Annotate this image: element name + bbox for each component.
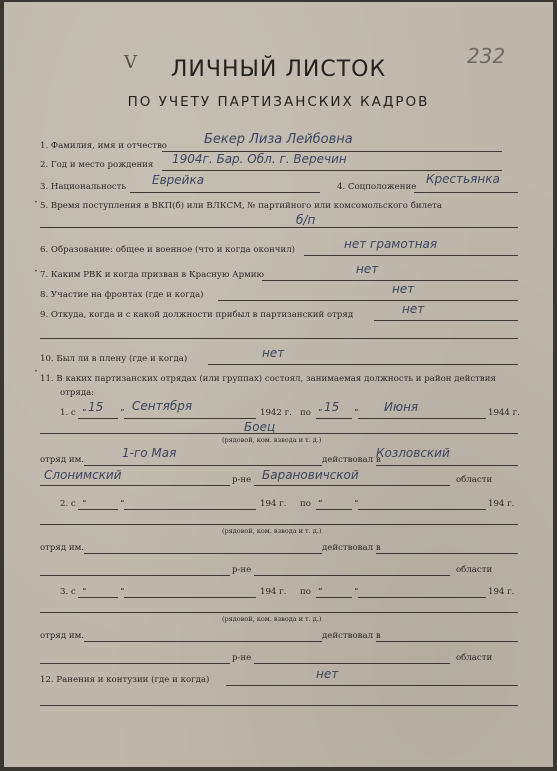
- field-5-line: [40, 227, 518, 228]
- field-3-label: 3. Национальность: [40, 182, 127, 192]
- field-7-value: нет: [356, 262, 379, 276]
- det3-line: [84, 641, 322, 642]
- field-9-line: [374, 320, 518, 321]
- det1-from-day: 15: [88, 400, 104, 414]
- det3-oblast-label: области: [456, 653, 493, 663]
- personnel-form-sheet: [4, 2, 553, 767]
- det1-to-prefix: по: [300, 408, 311, 418]
- field-8-value: нет: [392, 282, 415, 296]
- det3-quote: “: [82, 587, 87, 597]
- field-1-label: 1. Фамилия, имя и отчество: [40, 141, 167, 151]
- det2-line: [376, 553, 518, 554]
- det3-dejstvoval-label: действовал в: [322, 631, 381, 641]
- field-4-line: [414, 192, 518, 193]
- det1-from-month: Сентября: [132, 399, 193, 413]
- det3-line: [316, 597, 352, 598]
- margin-mark: ·: [34, 264, 38, 278]
- field-4-value: Крестьянка: [426, 172, 500, 186]
- det2-quote-2: “: [120, 499, 125, 509]
- form-title: ЛИЧНЫЙ ЛИСТОК: [170, 57, 387, 82]
- det2-line: [358, 509, 486, 510]
- field-6-value: нет грамотная: [344, 237, 438, 251]
- det1-line: [40, 485, 230, 486]
- field-12-label: 12. Ранения и контузии (где и когда): [40, 675, 210, 685]
- det2-quote-3: “: [318, 499, 323, 509]
- det2-rank-caption: (рядовой, ком. взвода и т. д.): [222, 527, 322, 535]
- det2-line: [78, 509, 118, 510]
- field-10-label: 10. Был ли в плену (где и когда): [40, 354, 188, 364]
- det3-num: 3. с: [60, 587, 76, 597]
- det3-line: [40, 663, 230, 664]
- page-number: 232: [467, 44, 506, 68]
- det1-line: [254, 485, 450, 486]
- det3-to-prefix: по: [300, 587, 311, 597]
- field-7-label: 7. Каким РВК и когда призван в Красную Армию: [40, 270, 264, 280]
- field-5-label: 5. Время поступления в ВКП(б) или ВЛКСМ, № партийного или комсомольского билета: [40, 201, 443, 211]
- det2-to-year: 194 г.: [488, 499, 515, 509]
- field-5-value: б/п: [296, 213, 316, 227]
- field-2-label: 2. Год и место рождения: [40, 160, 154, 170]
- det1-from-year: 1942 г.: [260, 408, 292, 418]
- det3-quote-4: “: [354, 587, 359, 597]
- det2-to-prefix: по: [300, 499, 311, 509]
- det1-line: [124, 418, 256, 419]
- field-8-line: [218, 300, 518, 301]
- field-3-value: Еврейка: [152, 173, 205, 187]
- field-9-label: 9. Откуда, когда и с какой должности прибыл в партизанский отряд: [40, 310, 354, 320]
- det2-line: [316, 509, 352, 510]
- det3-line: [254, 663, 450, 664]
- field-2-value: 1904г. Бар. Обл. г. Веречин: [172, 152, 347, 166]
- det2-num: 2. с: [60, 499, 76, 509]
- det3-line: [358, 597, 486, 598]
- det1-quote-2: “: [120, 408, 125, 418]
- det3-otryad-label: отряд им.: [40, 631, 85, 641]
- det2-quote: “: [82, 499, 87, 509]
- det2-rayon-label: р-не: [232, 565, 252, 575]
- det1-to-day: 15: [324, 400, 340, 414]
- det2-otryad-label: отряд им.: [40, 543, 85, 553]
- det1-line: [78, 418, 118, 419]
- det3-to-year: 194 г.: [488, 587, 515, 597]
- field-9-line-2: [40, 338, 518, 339]
- det1-otryad-label: отряд им.: [40, 455, 85, 465]
- det1-rank-value: Боец: [244, 420, 276, 434]
- det3-quote-2: “: [120, 587, 125, 597]
- det1-to-year: 1944 г.: [488, 408, 520, 418]
- field-11-label: 11. В каких партизанских отрядах (или группах) состоял, занимаемая должность и район действия: [40, 374, 496, 384]
- det1-line: [40, 433, 518, 434]
- margin-mark: ·: [34, 364, 38, 378]
- det1-rayon-value: Слонимский: [44, 468, 122, 482]
- det2-line: [254, 575, 450, 576]
- det1-oblast-value: Барановичской: [262, 468, 359, 482]
- field-10-value: нет: [262, 346, 285, 360]
- det2-dejstvoval-label: действовал в: [322, 543, 381, 553]
- det1-oblast-label: области: [456, 475, 493, 485]
- field-7-line: [262, 280, 518, 281]
- tick-mark: V: [124, 52, 137, 73]
- field-11-label-b: отряда:: [60, 388, 95, 398]
- det1-otryad-value: 1-го Мая: [122, 446, 177, 460]
- det1-line: [358, 418, 486, 419]
- field-9-value: нет: [402, 302, 425, 316]
- det2-from-year: 194 г.: [260, 499, 287, 509]
- field-2-line: [162, 170, 502, 171]
- field-12-value: нет: [316, 667, 339, 681]
- det3-rank-caption: (рядовой, ком. взвода и т. д.): [222, 615, 322, 623]
- margin-mark: ·: [34, 195, 38, 209]
- det2-line: [40, 524, 518, 525]
- field-10-line: [208, 364, 518, 365]
- det2-oblast-label: области: [456, 565, 493, 575]
- det1-quote-3: “: [318, 408, 323, 418]
- det2-quote-4: “: [354, 499, 359, 509]
- det1-line: [316, 418, 352, 419]
- det2-line: [124, 509, 256, 510]
- det1-num: 1. с: [60, 408, 76, 418]
- det3-from-year: 194 г.: [260, 587, 287, 597]
- det2-line: [40, 575, 230, 576]
- det1-dejstvoval-value: Козловский: [376, 446, 450, 460]
- field-1-value: Бекер Лиза Лейбовна: [204, 132, 353, 147]
- field-8-label: 8. Участие на фронтах (где и когда): [40, 290, 204, 300]
- det3-line: [124, 597, 256, 598]
- det1-rank-caption: (рядовой, ком. взвода и т. д.): [222, 436, 322, 444]
- det3-quote-3: “: [318, 587, 323, 597]
- field-12-line-2: [40, 705, 518, 706]
- det3-line: [78, 597, 118, 598]
- field-6-label: 6. Образование: общее и военное (что и когда окончил): [40, 245, 296, 255]
- det2-line: [84, 553, 322, 554]
- field-3-line: [130, 192, 320, 193]
- det3-line: [376, 641, 518, 642]
- field-12-line: [226, 685, 518, 686]
- det1-line: [84, 465, 322, 466]
- det1-quote: “: [82, 408, 87, 418]
- form-subtitle: ПО УЧЕТУ ПАРТИЗАНСКИХ КАДРОВ: [127, 94, 430, 110]
- field-4-label: 4. Соцположение: [337, 182, 417, 192]
- det1-dejstvoval-label: действовал в: [322, 455, 381, 465]
- det3-rayon-label: р-не: [232, 653, 252, 663]
- det1-to-month: Июня: [384, 400, 419, 414]
- det3-line: [40, 612, 518, 613]
- det1-quote-4: “: [354, 408, 359, 418]
- field-6-line: [304, 255, 518, 256]
- det1-rayon-label: р-не: [232, 475, 252, 485]
- det1-line: [376, 465, 518, 466]
